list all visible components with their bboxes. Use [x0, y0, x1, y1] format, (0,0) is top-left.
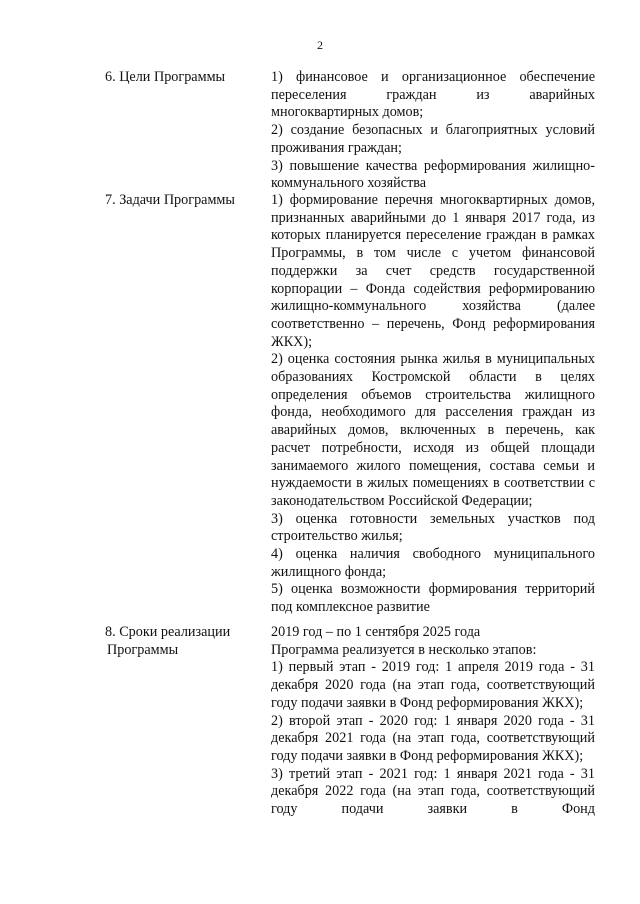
section-label-line: 8. Сроки реализации	[105, 624, 231, 640]
section-label: 6. Цели Программы	[105, 69, 226, 85]
paragraph: 2) создание безопасных и благоприятных условий проживания граждан;	[271, 122, 595, 156]
section-content	[271, 192, 595, 617]
paragraph: 1) формирование перечня многоквартирных домов, признанных аварийными до 1 января 2017 года, из которых планируется переселение граждан в рамках Программы, в том числе с учетом финансовой поддержки за счет средств государственной корпорации – Фонда содействия реформированию жилищно-коммунального хозяйства (далее соответственно – перечень, Фонд реформирования ЖКХ);	[271, 192, 595, 350]
paragraph: 2019 год – по 1 сентября 2025 года	[271, 624, 481, 640]
paragraph: 1) первый этап - 2019 год: 1 апреля 2019 года - 31 декабря 2020 года (на этап года, соответствующий году подачи заявки в Фонд реформирования ЖКХ);	[271, 659, 595, 711]
section-content	[271, 69, 595, 193]
paragraph: 4) оценка наличия свободного муниципального жилищного фонда;	[271, 546, 595, 580]
paragraph: Программа реализуется в несколько этапов:	[271, 641, 537, 658]
paragraph: 5) оценка возможности формирования территорий под комплексное развитие	[271, 581, 595, 616]
paragraph: 2) второй этап - 2020 год: 1 января 2020 года - 31 декабря 2021 года (на этап года, соответствующий году подачи заявки в Фонд реформирования ЖКХ);	[271, 712, 595, 764]
section-label: 7. Задачи Программы	[105, 192, 235, 208]
paragraph: 2) оценка состояния рынка жилья в муниципальных образованиях Костромской области в целях определения объемов строительства жилищного фонда, необходимого для расселения граждан из аварийных домов, включенных в перечень, как расчет потребности, исходя из общей площади занимаемого жилого помещения, состава семьи и нуждаемости в жилых помещениях в соответствии с законодательством Российской Федерации;	[271, 351, 595, 509]
page-number: 2	[317, 38, 323, 52]
section-label	[105, 624, 265, 659]
paragraph: 3) повышение качества реформирования жилищно-коммунального хозяйства	[271, 157, 595, 192]
paragraph: 3) третий этап - 2021 год: 1 января 2021 года - 31 декабря 2022 года (на этап года, соответствующий году подачи заявки в Фонд	[271, 765, 595, 818]
section-label-line: Программы	[107, 641, 179, 658]
section-content	[271, 624, 595, 819]
paragraph: 1) финансовое и организационное обеспечение переселения граждан из аварийных многоквартирных домов;	[271, 69, 595, 121]
paragraph: 3) оценка готовности земельных участков под строительство жилья;	[271, 510, 595, 545]
